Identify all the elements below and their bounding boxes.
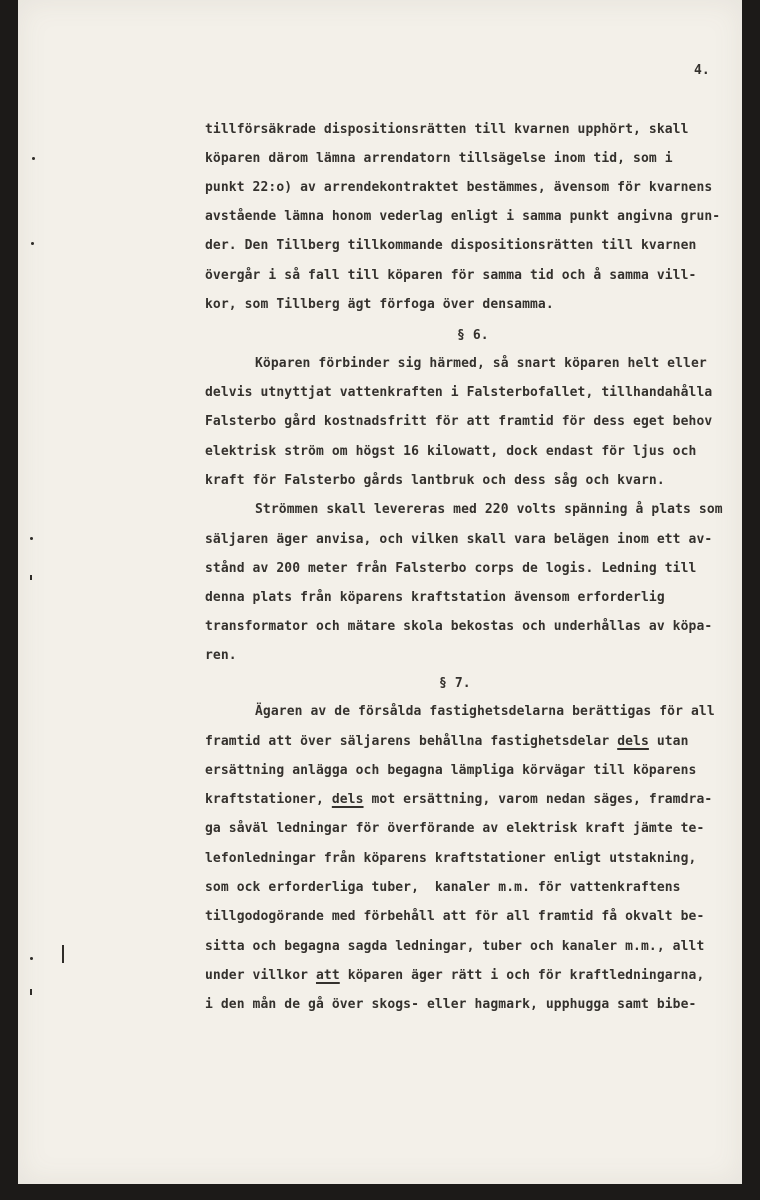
section-heading-6: § 6. (457, 328, 489, 343)
section-heading-7: § 7. (439, 676, 471, 691)
paragraph-line: tillgodogörande med förbehåll att för all framtid få okvalt be- (205, 909, 705, 924)
typewritten-page (18, 0, 742, 1184)
paragraph-line: kor, som Tillberg ägt förfoga över densamma. (205, 297, 554, 312)
paragraph-line: avstående lämna honom vederlag enligt i samma punkt angivna grun- (205, 209, 721, 224)
margin-speck (31, 242, 34, 245)
page-number: 4. (694, 63, 710, 78)
paragraph-line: säljaren äger anvisa, och vilken skall vara belägen inom ett av- (205, 532, 713, 547)
paragraph-line: Strömmen skall levereras med 220 volts spänning å plats som (255, 502, 723, 517)
paragraph-line: stånd av 200 meter från Falsterbo corps de logis. Ledning till (205, 561, 697, 576)
paragraph-line: delvis utnyttjat vattenkraften i Falsterbofallet, tillhandahålla (205, 385, 713, 400)
paragraph-line: köparen därom lämna arrendatorn tillsägelse inom tid, som i (205, 151, 673, 166)
paragraph-line: under villkor att köparen äger rätt i och för kraftledningarna, (205, 968, 705, 983)
paragraph-line: ga såväl ledningar för överförande av elektrisk kraft jämte te- (205, 821, 705, 836)
paragraph-line: punkt 22:o) av arrendekontraktet bestämmes, ävensom för kvarnens (205, 180, 713, 195)
margin-speck (30, 575, 32, 580)
paragraph-line: i den mån de gå över skogs- eller hagmark, upphugga samt bibe- (205, 997, 697, 1012)
paragraph-line: ren. (205, 648, 237, 663)
margin-speck (30, 957, 33, 960)
paragraph-line: som ock erforderliga tuber, kanaler m.m. för vattenkraftens (205, 880, 681, 895)
margin-speck (32, 157, 35, 160)
paragraph-line: Falsterbo gård kostnadsfritt för att framtid för dess eget behov (205, 414, 713, 429)
paragraph-line: övergår i så fall till köparen för samma tid och å samma vill- (205, 268, 697, 283)
paragraph-line: Ägaren av de försålda fastighetsdelarna berättigas för all (255, 704, 715, 719)
paragraph-line: kraft för Falsterbo gårds lantbruk och dess såg och kvarn. (205, 473, 665, 488)
paragraph-line: ersättning anlägga och begagna lämpliga körvägar till köparens (205, 763, 697, 778)
paragraph-line: sitta och begagna sagda ledningar, tuber och kanaler m.m., allt (205, 939, 705, 954)
margin-speck (30, 537, 33, 540)
paragraph-line: framtid att över säljarens behållna fastighetsdelar dels utan (205, 734, 689, 749)
paragraph-line: transformator och mätare skola bekostas och underhållas av köpa- (205, 619, 713, 634)
paragraph-line: denna plats från köparens kraftstation ävensom erforderlig (205, 590, 665, 605)
underlined-word: att (315, 968, 340, 983)
margin-speck (30, 989, 32, 995)
paragraph-line: Köparen förbinder sig härmed, så snart köparen helt eller (255, 356, 707, 371)
paragraph-line: kraftstationer, dels mot ersättning, varom nedan säges, framdra- (205, 792, 713, 807)
paragraph-line: tillförsäkrade dispositionsrätten till kvarnen upphört, skall (205, 122, 689, 137)
underlined-word: dels (331, 792, 364, 807)
margin-rule-mark (62, 945, 64, 963)
paragraph-line: elektrisk ström om högst 16 kilowatt, dock endast för ljus och (205, 444, 697, 459)
underlined-word: dels (617, 734, 649, 749)
paragraph-line: lefonledningar från köparens kraftstationer enligt utstakning, (205, 851, 697, 866)
paragraph-line: der. Den Tillberg tillkommande dispositionsrätten till kvarnen (205, 238, 697, 253)
